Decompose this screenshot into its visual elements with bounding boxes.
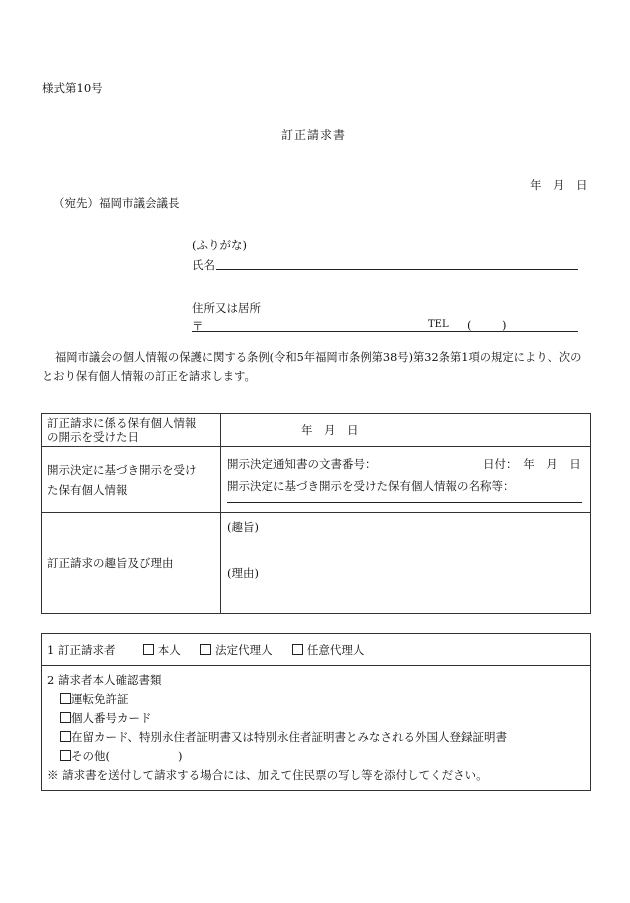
mynumber-label: 個人番号カード	[71, 711, 152, 725]
disclosed-info-field[interactable]	[221, 447, 591, 513]
info-name-label: 開示決定に基づき開示を受けた保有個人情報の名称等：	[227, 479, 515, 493]
purpose-reason-label: 訂正請求の趣旨及び理由	[42, 513, 221, 614]
doc-other-row	[47, 747, 585, 766]
info-name-line[interactable]	[227, 502, 582, 503]
tel-label: TEL	[428, 319, 449, 330]
furigana-label: (ふりがな)	[192, 238, 247, 252]
request-info-table	[41, 413, 591, 614]
disclosure-date-label: 訂正請求に係る保有個人情報 の開示を受けた日	[42, 414, 221, 447]
other-close: )	[178, 749, 183, 763]
legal-representative-checkbox[interactable]	[200, 644, 211, 655]
tel-paren-open: (	[467, 318, 472, 332]
intro-text-line-1: 福岡市議会の個人情報の保護に関する条例(令和5年福岡市条例第38号)第32条第1項の規定により、次の	[55, 351, 582, 364]
requester-table	[41, 633, 591, 791]
license-label: 運転免許証	[71, 692, 129, 706]
doc-license-row	[47, 690, 585, 709]
doc-date-label: 日付： 年 月 日	[483, 457, 581, 471]
residence-card-checkbox[interactable]	[60, 731, 71, 742]
voluntary-representative-label: 任意代理人	[306, 642, 365, 657]
tel-paren-close: )	[502, 318, 507, 332]
id-documents-label: 2 請求者本人確認書類	[47, 673, 162, 687]
addressee: （宛先）福岡市議会議長	[53, 196, 180, 210]
doc-mynumber-row	[47, 709, 585, 728]
doc-residence-row	[47, 728, 585, 747]
doc-number-label: 開示決定通知書の文書番号：	[227, 457, 377, 471]
residence-card-label: 在留カード、特別永住者証明書又は特別永住者証明書とみなされる外国人登録証明書	[71, 730, 507, 744]
id-documents-cell	[42, 666, 591, 791]
date-line: 年 月 日	[530, 178, 588, 192]
other-checkbox[interactable]	[60, 750, 71, 761]
self-checkbox[interactable]	[143, 644, 154, 655]
address-field-line[interactable]	[192, 331, 578, 332]
disclosed-info-label: 開示決定に基づき開示を受け た保有個人情報	[42, 447, 221, 513]
address-label: 住所又は居所	[192, 301, 261, 315]
disclosure-date-field[interactable]: 年 月 日	[221, 414, 591, 447]
voluntary-representative-checkbox[interactable]	[292, 644, 303, 655]
license-checkbox[interactable]	[60, 693, 71, 704]
attachment-note: ※ 請求書を送付して請求する場合には、加えて住民票の写し等を添付してください。	[47, 768, 488, 782]
mynumber-checkbox[interactable]	[60, 712, 71, 723]
intro-text-line-2: とおり保有個人情報の訂正を請求します。	[42, 370, 256, 383]
requester-label: 1 訂正請求者	[47, 642, 116, 657]
reason-label: (理由)	[227, 566, 259, 580]
postal-mark: 〒	[192, 319, 204, 333]
other-label: その他(	[71, 749, 110, 763]
purpose-reason-field[interactable]	[221, 513, 591, 614]
name-label: 氏名	[192, 258, 215, 272]
requester-row	[42, 634, 591, 666]
self-label: 本人	[157, 642, 181, 657]
purpose-label: (趣旨)	[227, 520, 259, 534]
legal-representative-label: 法定代理人	[215, 642, 273, 657]
name-field-line[interactable]	[216, 269, 578, 270]
page-title: 訂正請求書	[281, 128, 347, 142]
form-number: 様式第10号	[42, 81, 103, 95]
